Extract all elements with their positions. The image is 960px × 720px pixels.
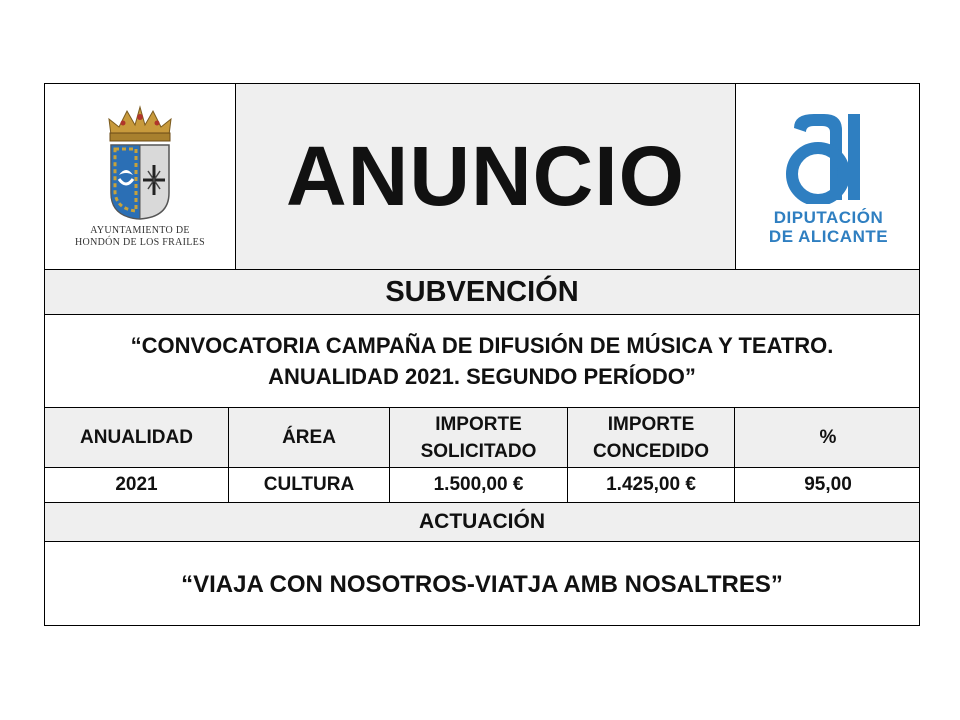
- coat-of-arms-icon: [105, 105, 175, 221]
- cell-anualidad: 2021: [115, 474, 158, 495]
- subvencion-heading: SUBVENCIÓN: [385, 275, 579, 308]
- diputacion-logo: [735, 84, 921, 269]
- col-header-importe-concedido: IMPORTE CONCEDIDO: [567, 408, 734, 467]
- diputacion-name: DIPUTACIÓN DE ALICANTE: [768, 207, 889, 246]
- col-header-importe-solicitado: IMPORTE SOLICITADO: [389, 408, 567, 467]
- actuacion-heading: ACTUACIÓN: [419, 510, 545, 533]
- page-title: ANUNCIO: [286, 129, 685, 223]
- subvencion-row: [45, 269, 919, 314]
- header-row: [45, 84, 919, 269]
- actuacion-value-row: [45, 541, 919, 627]
- convocatoria-row: [45, 314, 919, 407]
- ayuntamiento-name: AYUNTAMIENTO DE HONDÓN DE LOS FRAILES: [75, 224, 205, 248]
- cell-importe-concedido: 1.425,00 €: [567, 468, 734, 502]
- table-header-row: [45, 407, 919, 467]
- diputacion-a-logo-icon: [784, 108, 874, 204]
- page-title-cell: [235, 84, 735, 269]
- col-header-area: ÁREA: [228, 408, 389, 467]
- actuacion-row: [45, 502, 919, 541]
- col-header-percent: %: [734, 408, 921, 467]
- cell-area: CULTURA: [228, 468, 389, 502]
- col-header-anualidad: ANUALIDAD: [80, 427, 193, 448]
- announcement-sheet: [44, 83, 920, 626]
- table-row: [45, 467, 919, 502]
- convocatoria-text: “CONVOCATORIA CAMPAÑA DE DIFUSIÓN DE MÚSICA Y TEATRO. ANUALIDAD 2021. SEGUNDO PERÍODO”: [130, 333, 834, 389]
- ayuntamiento-logo: [45, 84, 235, 269]
- cell-percent: 95,00: [734, 468, 921, 502]
- cell-importe-solicitado: 1.500,00 €: [389, 468, 567, 502]
- actuacion-value: “VIAJA CON NOSOTROS-VIATJA AMB NOSALTRES”: [181, 570, 783, 598]
